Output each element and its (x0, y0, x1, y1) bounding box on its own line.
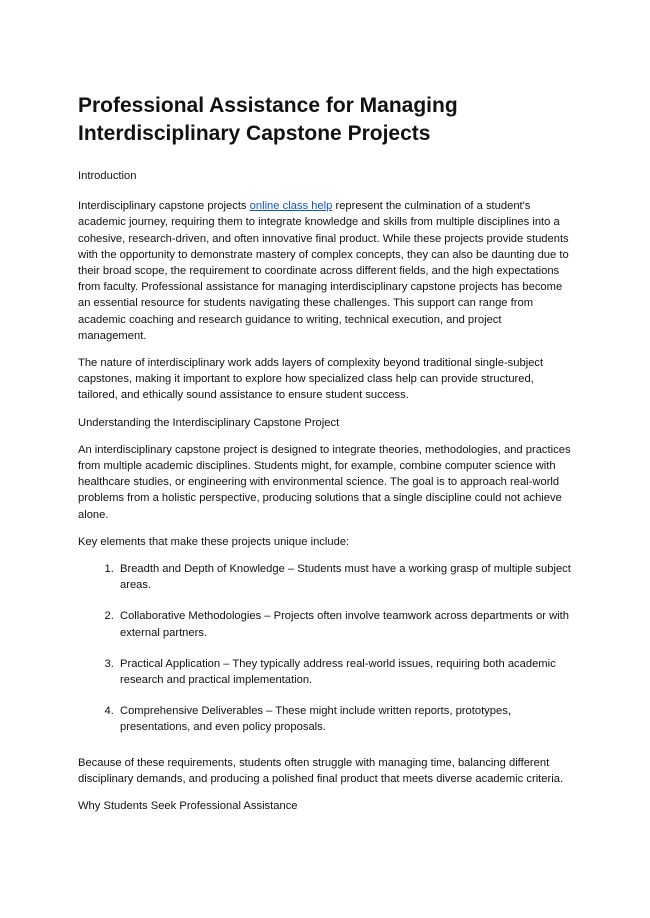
paragraph-definition: An interdisciplinary capstone project is designed to integrate theories, methodologies, and practices from multiple academic disciplines. Students might, for example, combine computer science with healthcare studies, or engineering with environmental science. The goal is to approach real-world problems from a holistic perspective, producing solutions that a single discipline could not achieve alone. (78, 443, 571, 521)
intro-text-before-link: Interdisciplinary capstone projects (78, 200, 250, 213)
title-line-2: Interdisciplinary Capstone Projects (78, 122, 431, 145)
section-heading-why: Why Students Seek Professional Assistance (78, 800, 298, 813)
paragraph-requirements: Because of these requirements, students often struggle with managing time, balancing different disciplinary demands, and producing a polished final product that meets diverse academic criteria. (78, 756, 564, 785)
intro-heading: Introduction (78, 170, 137, 182)
section-heading-understanding: Understanding the Interdisciplinary Capstone Project (78, 416, 340, 429)
paragraph-nature: The nature of interdisciplinary work adds layers of complexity beyond traditional single-subject capstones, making it important to explore how specialized class help can provide structured, tailored, and ethically sound assistance to ensure student success. (78, 357, 544, 402)
title-line-1: Professional Assistance for Managing (78, 94, 458, 117)
list-item: 3. Practical Application – They typically address real-world issues, requiring both academic research and practical implementation. (117, 656, 572, 688)
paragraph-key-elements: Key elements that make these projects unique include: (78, 535, 350, 548)
list-item: 4. Comprehensive Deliverables – These might include written reports, prototypes, presentations, and even policy proposals. (117, 703, 572, 735)
list-item: 1. Breadth and Depth of Knowledge – Students must have a working grasp of multiple subject areas. (117, 561, 572, 593)
intro-paragraph (78, 198, 572, 344)
intro-text-after-link: represent the culmination of a student's academic journey, requiring them to integrate knowledge and skills from multiple disciplines into a cohesive, research-driven, and often innovative final product. While these projects provide students with the opportunity to demonstrate mastery of complex concepts, they can also be daunting due to their broad scope, the requirement to coordinate across different fields, and the high expectations from faculty. Professional assistance for managing interdisciplinary capstone projects has become an essential resource for students navigating these challenges. This support can range from academic coaching and research guidance to writing, technical execution, and project management. (78, 200, 569, 342)
online-class-help-link[interactable]: online class help (249, 200, 333, 213)
list-item: 2. Collaborative Methodologies – Projects often involve teamwork across departments or with external partners. (117, 608, 572, 640)
document-title (78, 92, 572, 148)
key-elements-list (78, 561, 572, 736)
